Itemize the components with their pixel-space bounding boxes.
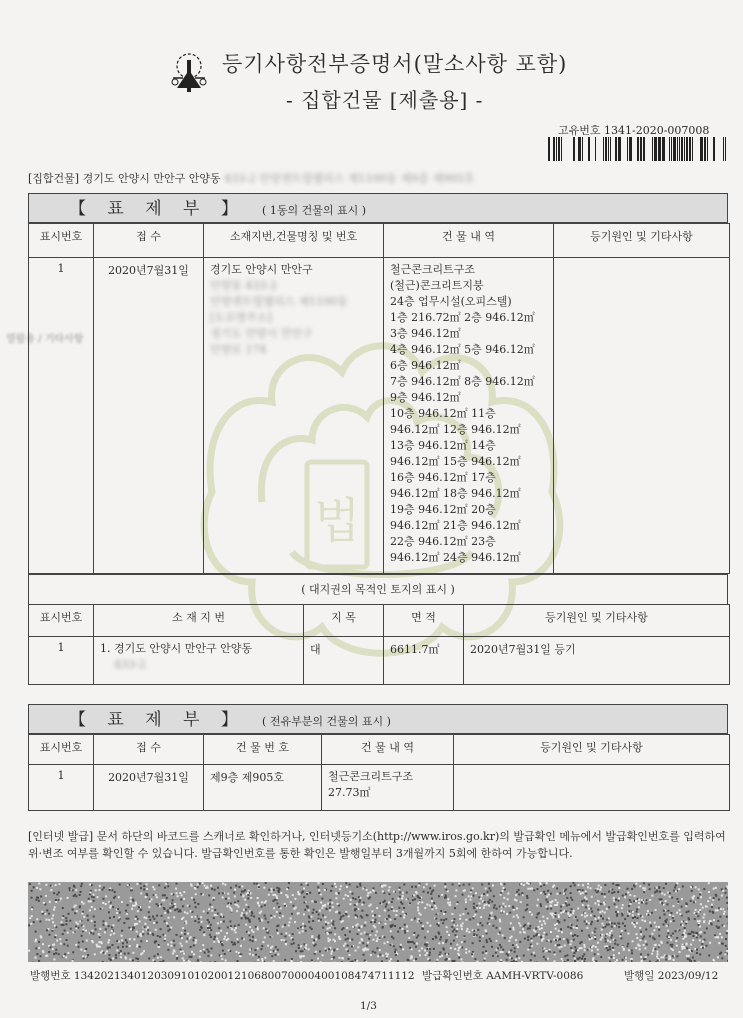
- building-line: 946.12㎡ 15층 946.12㎡: [390, 455, 521, 468]
- col-header: 표시번호: [29, 224, 94, 258]
- col-header: 면 적: [384, 605, 464, 637]
- masked-address: 433-2 안양센트럴팰리스 제1100동 제9층 제905호: [224, 172, 475, 185]
- section3-title: 【 표 제 부 】: [69, 710, 246, 730]
- building-line: 13층 946.12㎡ 14층: [390, 439, 496, 452]
- page-number: 1/3: [360, 1000, 377, 1012]
- building-detail-cell: [384, 258, 554, 574]
- issue-date: 발행일 2023/09/12: [624, 970, 719, 982]
- col-header: 건 물 내 역: [384, 224, 554, 258]
- land-cause: 2020년7월31일 등기: [464, 637, 730, 685]
- section1-note: ( 1동의 건물의 표시 ): [262, 204, 366, 217]
- masked-line: 안양센트럴팰리스 제1100동: [210, 295, 348, 308]
- building-line: 9층 946.12㎡: [390, 391, 461, 404]
- building-line: 946.12㎡ 24층 946.12㎡: [390, 551, 521, 564]
- court-emblem-icon: [163, 50, 215, 102]
- location-cell: [204, 258, 384, 574]
- col-header: 지 목: [304, 605, 384, 637]
- building-line: 1층 216.72㎡ 2층 946.12㎡: [390, 311, 535, 324]
- verify-number: 발급확인번호 AAMH-VRTV-0086: [422, 970, 584, 982]
- building-line: 946.12㎡ 12층 946.12㎡: [390, 423, 521, 436]
- issue-number: 발행번호 134202134012030910102001210680070000400108474711112: [30, 970, 415, 982]
- unique-number: 고유번호 1341-2020-007008: [558, 124, 710, 137]
- section1-table: [28, 223, 730, 574]
- document-subtitle: - 집합건물 [제출용] -: [286, 88, 484, 112]
- security-pattern: [28, 882, 728, 962]
- property-address: [집합건물] 경기도 안양시 만안구 안양동: [28, 172, 221, 185]
- building-line: 946.12㎡ 18층 946.12㎡: [390, 487, 521, 500]
- section3-note: ( 전유부분의 건물의 표시 ): [262, 715, 391, 728]
- building-line: 946.12㎡ 21층 946.12㎡: [390, 519, 521, 532]
- building-line: 4층 946.12㎡ 5층 946.12㎡: [390, 343, 535, 356]
- unit-structure: 철근콘크리트구조: [328, 770, 414, 783]
- building-line: 24층 업무시설(오피스텔): [390, 295, 512, 308]
- land-location-cell: [94, 637, 304, 685]
- land-category: 대: [304, 637, 384, 685]
- section3-table: [28, 734, 730, 811]
- cause-cell: [554, 258, 730, 574]
- display-number: 1: [29, 765, 94, 811]
- col-header: 접 수: [94, 735, 204, 765]
- masked-lot: 433-2: [114, 658, 146, 671]
- building-line: 10층 946.12㎡ 11층: [390, 407, 496, 420]
- building-line: 7층 946.12㎡ 8층 946.12㎡: [390, 375, 535, 388]
- unit-detail-cell: [322, 765, 454, 811]
- masked-line: [도로명주소]: [210, 311, 272, 324]
- property-header: [28, 170, 475, 186]
- col-header: 접 수: [94, 224, 204, 258]
- section2-table: [28, 604, 730, 685]
- top-barcode: [548, 137, 730, 161]
- col-header: 등기원인 및 기타사항: [554, 224, 730, 258]
- col-header: 건 물 내 역: [322, 735, 454, 765]
- building-line: (철근)콘크리트지붕: [390, 279, 484, 292]
- section1-header: [28, 193, 728, 223]
- receipt-date: 2020년7월31일: [94, 258, 204, 574]
- section2-note: ( 대지권의 목적인 토지의 표시 ): [301, 583, 455, 596]
- unit-number: 제9층 제905호: [204, 765, 322, 811]
- receipt-date: 2020년7월31일: [94, 765, 204, 811]
- col-header: 표시번호: [29, 605, 94, 637]
- masked-line: 안양동 433-2: [210, 279, 278, 292]
- col-header: 건 물 번 호: [204, 735, 322, 765]
- col-header: 등기원인 및 기타사항: [464, 605, 730, 637]
- col-header: 표시번호: [29, 735, 94, 765]
- building-line: 철근콘크리트구조: [390, 263, 476, 276]
- col-header: 소 재 지 번: [94, 605, 304, 637]
- display-number: 1: [29, 637, 94, 685]
- building-line: 3층 946.12㎡: [390, 327, 461, 340]
- internet-issue-notice: [인터넷 발급] 문서 하단의 바코드를 스캐너로 확인하거나, 인터넷등기소(http://www.iros.go.kr)의 발급확인 메뉴에서 발급확인번호를 입력하여 위·변조 여부를 확인할 수 있습니다. 발급확인번호를 통한 확인은 발행일부터 3개월까지 5회에 한하여 가능합니다.: [28, 830, 726, 860]
- watermark-char: 법: [313, 493, 361, 549]
- land-location: 1. 경기도 안양시 만안구 안양동: [100, 642, 252, 655]
- section1-title: 【 표 제 부 】: [69, 199, 246, 219]
- col-header: 등기원인 및 기타사항: [454, 735, 730, 765]
- masked-line: 경기도 안양시 만안구: [210, 327, 313, 340]
- building-line: 6층 946.12㎡: [390, 359, 461, 372]
- building-line: 19층 946.12㎡ 20층: [390, 503, 496, 516]
- building-line: 22층 946.12㎡ 23층: [390, 535, 496, 548]
- section3-header: [28, 704, 728, 734]
- land-area: 6611.7㎡: [384, 637, 464, 685]
- masked-line: 안양로 174: [210, 343, 267, 356]
- display-number: 1: [29, 258, 94, 574]
- location-text: 경기도 안양시 만안구: [210, 263, 313, 276]
- document-title: 등기사항전부증명서(말소사항 포함): [222, 52, 568, 76]
- col-header: 소재지번,건물명칭 및 번호: [204, 224, 384, 258]
- section2-header: [28, 574, 728, 604]
- building-line: 16층 946.12㎡ 17층: [390, 471, 496, 484]
- side-annotation: 열람용 / 기타사항: [6, 334, 84, 345]
- unit-cause: [454, 765, 730, 811]
- unit-area: 27.73㎡: [328, 786, 371, 799]
